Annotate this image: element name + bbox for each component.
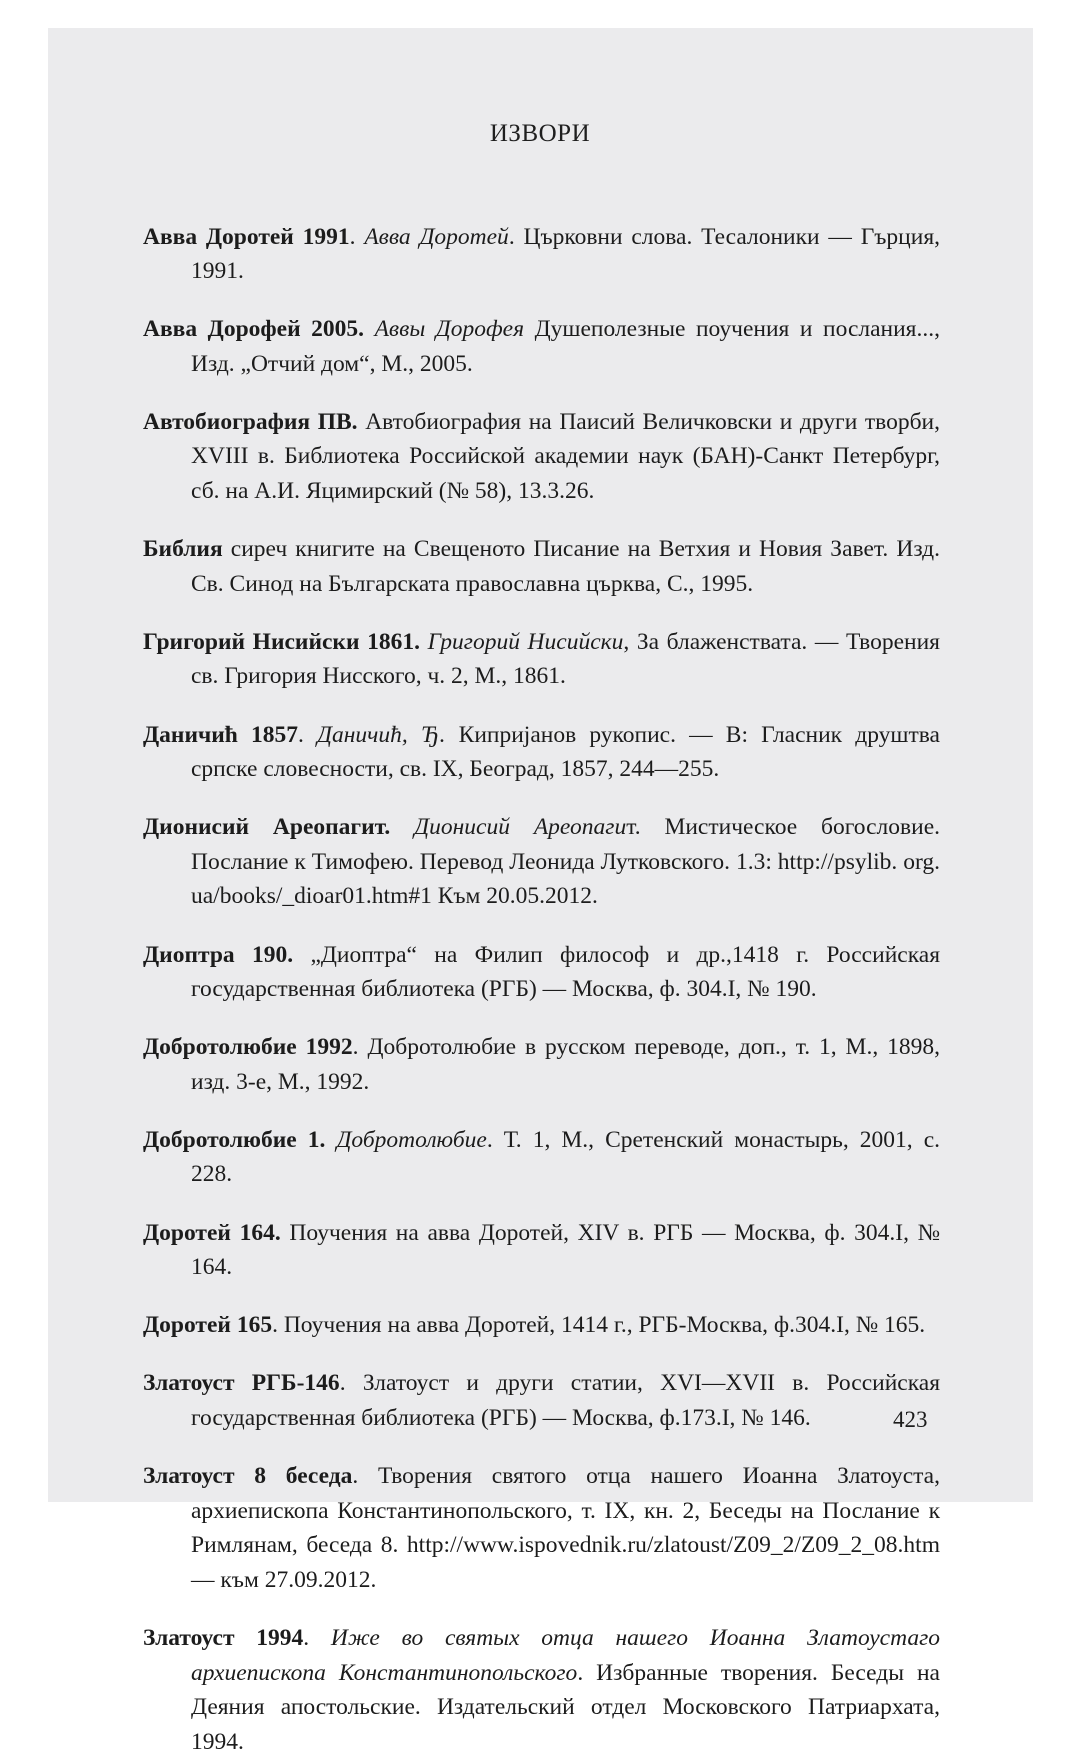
bibliography-entry: [143, 220, 940, 289]
entry-sep: .: [298, 721, 318, 748]
bibliography-entry: [143, 810, 940, 914]
entry-sep: [390, 814, 414, 840]
entry-title: Авва Доротей: [364, 223, 509, 250]
entry-key: Автобиография ПВ.: [143, 408, 358, 435]
bibliography-entry: [143, 1123, 940, 1192]
entry-sep: [420, 629, 428, 655]
bibliography-entry: [143, 405, 940, 509]
entry-sep: [293, 942, 310, 968]
entry-key: Добротолюбие 1992: [143, 1034, 353, 1061]
bibliography-entry: [143, 1216, 940, 1285]
entry-sep: .: [339, 1370, 363, 1397]
entry-text: , За блаженствата. — Творения св. Григория Нисского, ч. 2, М., 1861.: [191, 628, 940, 690]
entry-key: Диоптра 190.: [143, 941, 294, 968]
entry-key: Добротолюбие 1.: [143, 1126, 326, 1153]
entry-sep: [325, 1127, 336, 1153]
entry-key: Авва Дорофей 2005.: [143, 316, 365, 343]
entry-key: Даничић 1857: [143, 721, 299, 748]
bibliography-entry: [143, 938, 940, 1007]
entry-key: Златоуст 1994: [143, 1624, 304, 1651]
entry-sep: .: [303, 1624, 331, 1651]
entry-title: Дионисий Ареопаги: [414, 814, 627, 841]
bibliography-entry: [143, 1030, 940, 1099]
bibliography-entry: [143, 1308, 940, 1343]
entry-sep: .: [272, 1312, 284, 1339]
entry-text: Златоуст и други статии, XVI—XVII в. Российская государственная библиотека (РГБ) — Москва, ф.173.I, № 146.: [191, 1370, 941, 1431]
page-number: 423: [893, 1407, 928, 1432]
entry-sep: .: [352, 1034, 368, 1061]
entry-text: . Църковни слова. Тесалоники — Гърция, 1991.: [191, 223, 941, 285]
entry-key: Библия: [143, 536, 223, 563]
entry-text: Поучения на авва Доротей, XIV в. РГБ — Москва, ф. 304.I, № 164.: [191, 1219, 941, 1281]
bibliography-entry: [143, 1621, 940, 1759]
bibliography-entry: [143, 532, 940, 601]
bibliography-entry: [143, 312, 940, 381]
entry-sep: .: [352, 1463, 379, 1490]
entry-text: Добротолюбие в русском переводе, доп., т. 1, М., 1898, изд. 3-е, М., 1992.: [191, 1034, 940, 1095]
entry-key: Златоуст РГБ-146: [143, 1370, 340, 1397]
entry-title: Даничић, Ђ.: [317, 721, 446, 748]
bibliography-list: [143, 196, 940, 1764]
section-heading: ИЗВОРИ: [489, 120, 591, 147]
entry-key: Златоуст 8 беседа: [143, 1463, 353, 1490]
bibliography-entry: [143, 1459, 940, 1597]
entry-key: Дионисий Ареопагит.: [143, 814, 391, 841]
entry-text: т. Мистическое богословие. Послание к Тимофею. Перевод Леонида Лутковского. 1.3: http://psylib. org. ua/books/_dioar01.htm#1 Към 20.05.2012.: [191, 814, 941, 910]
entry-title: Иже во святых отца нашего Иоанна Златоустаго архиепископа Константинопольского: [191, 1624, 941, 1686]
entry-key: Григорий Нисийски 1861.: [143, 628, 420, 655]
entry-text: Кипријанов рукопис. — В: Гласник друштва српске словесности, св. IX, Београд, 1857, 244—255.: [191, 721, 940, 783]
entry-title: Григорий Нисийски: [427, 628, 624, 655]
entry-text: Творения святого отца нашего Иоанна Златоуста, архиепископа Константинопольского, т. IX, кн. 2, Беседы на Послание к Римлянам, беседа 8. http://www.ispovednik.ru/zlatoust/Z09_2/Z09_2_08.htm — към 27.09.2012.: [191, 1463, 940, 1593]
entry-text: Поучения на авва Доротей, 1414 г., РГБ-Москва, ф.304.I, № 165.: [283, 1312, 926, 1339]
entry-key: Доротей 164.: [143, 1219, 281, 1246]
entry-text: сиреч книгите на Свещеното Писание на Ветхия и Новия Завет. Изд. Св. Синод на Българската православна църква, С., 1995.: [191, 536, 941, 597]
entry-key: Доротей 165: [143, 1312, 273, 1339]
entry-sep: [223, 536, 231, 562]
entry-title: Аввы Дорофея: [374, 316, 525, 343]
entry-key: Авва Доротей 1991: [143, 223, 350, 250]
entry-text: . Избранные творения. Беседы на Деяния апостольские. Издательский отдел Московского Патриархата, 1994.: [191, 1659, 940, 1755]
entry-text: . Т. 1, М., Сретенский монастырь, 2001, с. 228.: [191, 1126, 941, 1188]
bibliography-entry: [143, 1366, 940, 1435]
bibliography-entry: [143, 625, 940, 694]
entry-text: Автобиография на Паисий Величковски и други творби, XVIII в. Библиотека Российской академии наук (БАН)-Санкт Петербург, сб. на А.И. Яцимирский (№ 58), 13.3.26.: [191, 408, 941, 505]
entry-title: Добротолюбие: [336, 1126, 487, 1153]
entry-text: „Диоптра“ на Филип философ и др.,1418 г. Российская государственная библиотека (РГБ) — Москва, ф. 304.I, № 190.: [191, 941, 941, 1003]
entry-sep: [364, 316, 375, 342]
entry-sep: .: [349, 223, 365, 250]
entry-text: Душеполезные поучения и послания..., Изд. „Отчий дом“, М., 2005.: [191, 316, 940, 377]
bibliography-entry: [143, 718, 940, 787]
